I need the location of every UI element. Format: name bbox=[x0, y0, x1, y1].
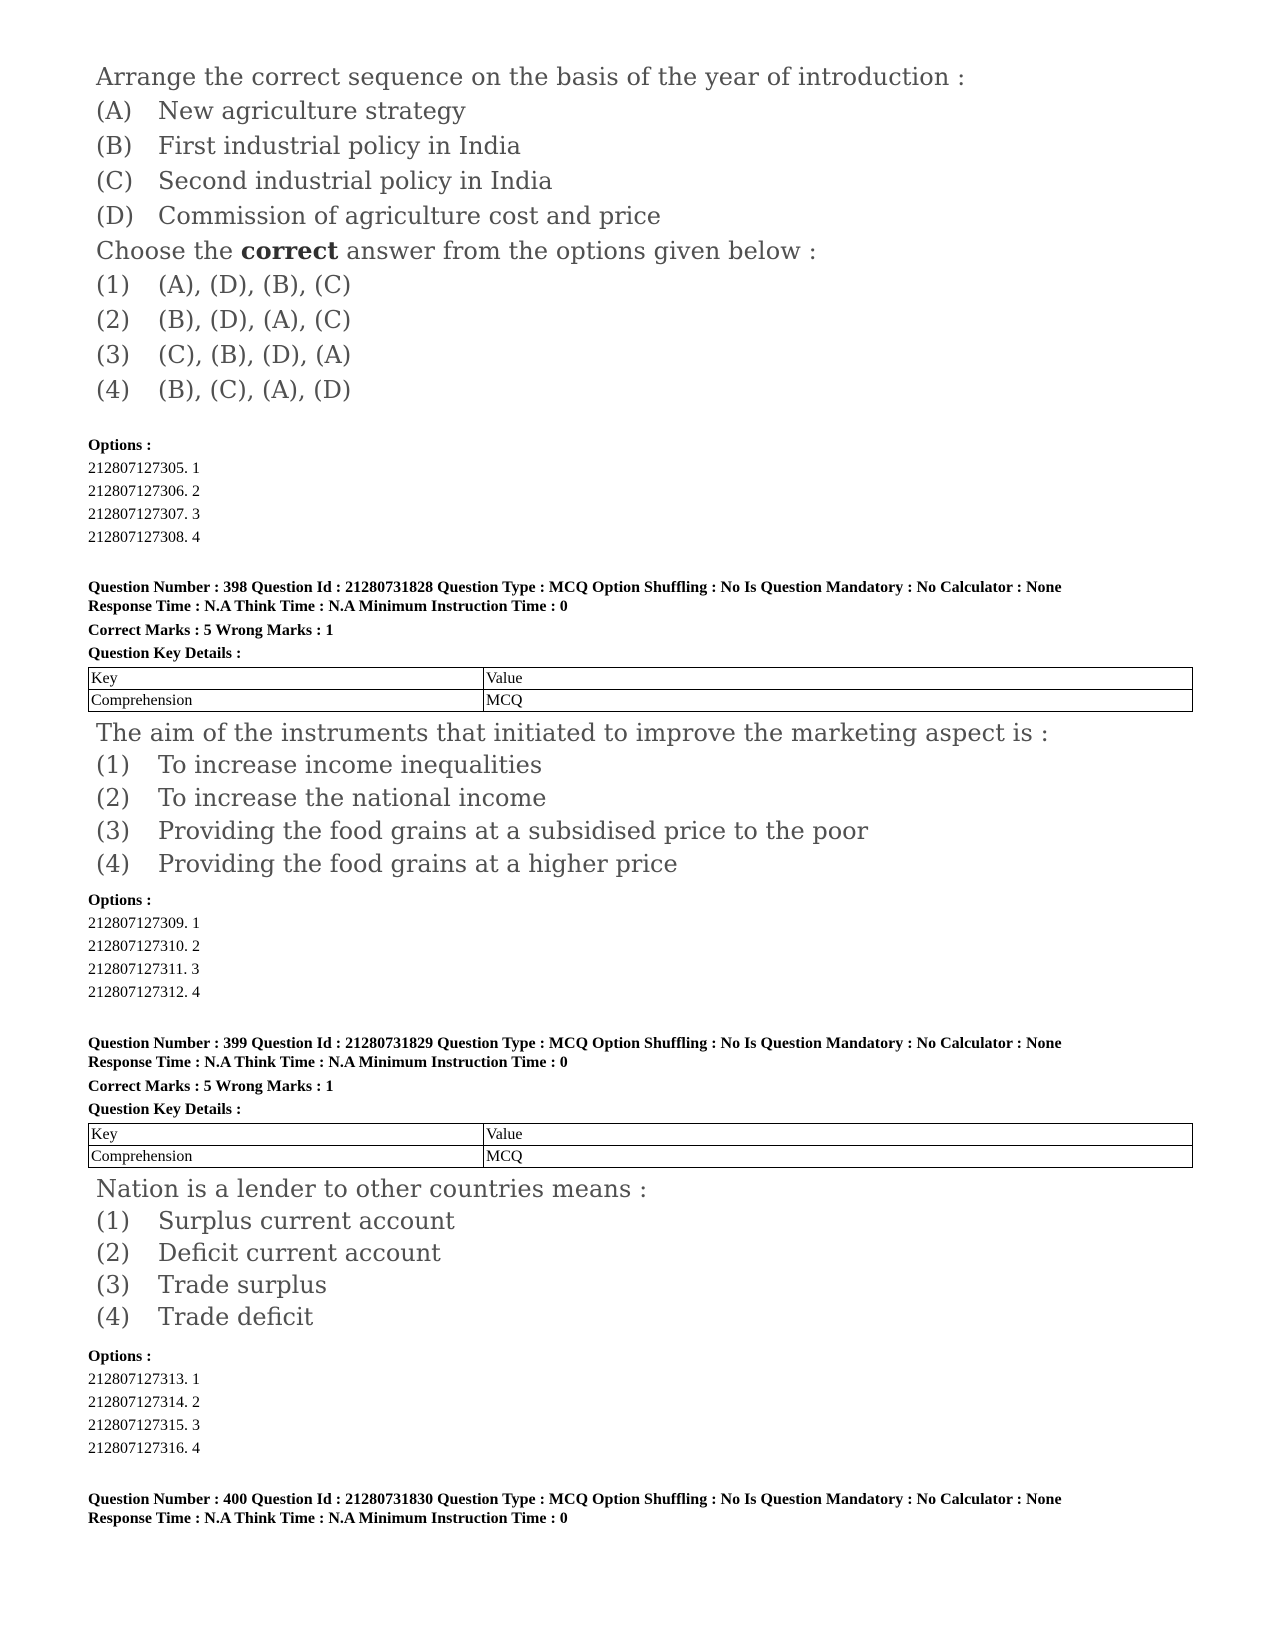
q400-header-line2: Response Time : N.A Think Time : N.A Minimum Instruction Time : 0 bbox=[88, 1510, 568, 1527]
q399-header-line1: Question Number : 399 Question Id : 21280731829 Question Type : MCQ Option Shuffling : No Is Question Mandatory : No Calculator : None bbox=[88, 1035, 1062, 1052]
table-header-row bbox=[89, 668, 1193, 690]
q397-item-b: (B) First industrial policy in India bbox=[96, 132, 521, 160]
q397-item-a: (A) New agriculture strategy bbox=[96, 97, 466, 125]
q397-answer-2: (2) (B), (D), (A), (C) bbox=[96, 306, 352, 334]
value-header: Value bbox=[484, 1124, 1193, 1146]
key-cell: Comprehension bbox=[89, 1146, 484, 1168]
q397-item-d: (D) Commission of agriculture cost and price bbox=[96, 202, 662, 230]
q399-marks: Correct Marks : 5 Wrong Marks : 1 bbox=[88, 1078, 334, 1095]
q399-answer-3: (3) Trade surplus bbox=[96, 1271, 328, 1299]
q399-header-line2: Response Time : N.A Think Time : N.A Minimum Instruction Time : 0 bbox=[88, 1054, 568, 1071]
q399-answer-1: (1) Surplus current account bbox=[96, 1207, 455, 1235]
option-item: 212807127316. 4 bbox=[88, 1440, 200, 1457]
q398-stem: The aim of the instruments that initiated to improve the marketing aspect is : bbox=[96, 719, 1049, 747]
q399-answer-2: (2) Deficit current account bbox=[96, 1239, 441, 1267]
option-item: 212807127313. 1 bbox=[88, 1371, 200, 1388]
key-header: Key bbox=[89, 668, 484, 690]
option-item: 212807127312. 4 bbox=[88, 984, 200, 1001]
q398-marks: Correct Marks : 5 Wrong Marks : 1 bbox=[88, 622, 334, 639]
q399-answer-4: (4) Trade deficit bbox=[96, 1303, 314, 1331]
option-item: 212807127309. 1 bbox=[88, 915, 200, 932]
value-cell: MCQ bbox=[484, 690, 1193, 712]
q399-key-details-label: Question Key Details : bbox=[88, 1101, 242, 1118]
q398-marks-block bbox=[88, 619, 333, 665]
q397-answer-4: (4) (B), (C), (A), (D) bbox=[96, 376, 352, 404]
table-row bbox=[89, 1146, 1193, 1168]
option-item: 212807127306. 2 bbox=[88, 483, 200, 500]
q399-stem: Nation is a lender to other countries means : bbox=[96, 1175, 648, 1203]
q398-options bbox=[88, 889, 200, 1004]
q399-key-table bbox=[88, 1123, 1193, 1168]
value-header: Value bbox=[484, 668, 1193, 690]
option-item: 212807127305. 1 bbox=[88, 460, 200, 477]
q398-question-image bbox=[96, 717, 1049, 881]
key-header: Key bbox=[89, 1124, 484, 1146]
options-heading: Options : bbox=[88, 892, 152, 909]
option-item: 212807127307. 3 bbox=[88, 506, 200, 523]
q398-header-line1: Question Number : 398 Question Id : 21280731828 Question Type : MCQ Option Shuffling : No Is Question Mandatory : No Calculator : None bbox=[88, 579, 1062, 596]
q398-header-line2: Response Time : N.A Think Time : N.A Minimum Instruction Time : 0 bbox=[88, 598, 568, 615]
option-item: 212807127314. 2 bbox=[88, 1394, 200, 1411]
table-row bbox=[89, 690, 1193, 712]
option-item: 212807127310. 2 bbox=[88, 938, 200, 955]
q399-marks-block bbox=[88, 1075, 333, 1121]
q399-options bbox=[88, 1345, 200, 1460]
value-cell: MCQ bbox=[484, 1146, 1193, 1168]
q398-answer-4: (4) Providing the food grains at a higher price bbox=[96, 850, 678, 878]
q398-header bbox=[88, 578, 1062, 616]
options-heading: Options : bbox=[88, 1348, 152, 1365]
q397-stem: Arrange the correct sequence on the basis of the year of introduction : bbox=[96, 63, 966, 91]
option-item: 212807127311. 3 bbox=[88, 961, 200, 978]
q398-key-table bbox=[88, 667, 1193, 712]
table-header-row bbox=[89, 1124, 1193, 1146]
q400-header-line1: Question Number : 400 Question Id : 21280731830 Question Type : MCQ Option Shuffling : No Is Question Mandatory : No Calculator : None bbox=[88, 1491, 1062, 1508]
option-item: 212807127308. 4 bbox=[88, 529, 200, 546]
option-item: 212807127315. 3 bbox=[88, 1417, 200, 1434]
key-cell: Comprehension bbox=[89, 690, 484, 712]
q397-item-c: (C) Second industrial policy in India bbox=[96, 167, 553, 195]
options-heading: Options : bbox=[88, 437, 152, 454]
q399-header bbox=[88, 1034, 1062, 1072]
q397-answer-3: (3) (C), (B), (D), (A) bbox=[96, 341, 352, 369]
q397-choose-instruction: Choose the correct answer from the options given below : bbox=[96, 236, 817, 265]
q397-options bbox=[88, 434, 200, 549]
q399-question-image bbox=[96, 1173, 647, 1333]
q397-answer-1: (1) (A), (D), (B), (C) bbox=[96, 271, 352, 299]
q397-question-image bbox=[96, 60, 965, 408]
q398-answer-1: (1) To increase income inequalities bbox=[96, 751, 543, 779]
q398-answer-3: (3) Providing the food grains at a subsidised price to the poor bbox=[96, 817, 869, 845]
q398-key-details-label: Question Key Details : bbox=[88, 645, 242, 662]
q400-header bbox=[88, 1490, 1062, 1528]
q398-answer-2: (2) To increase the national income bbox=[96, 784, 547, 812]
